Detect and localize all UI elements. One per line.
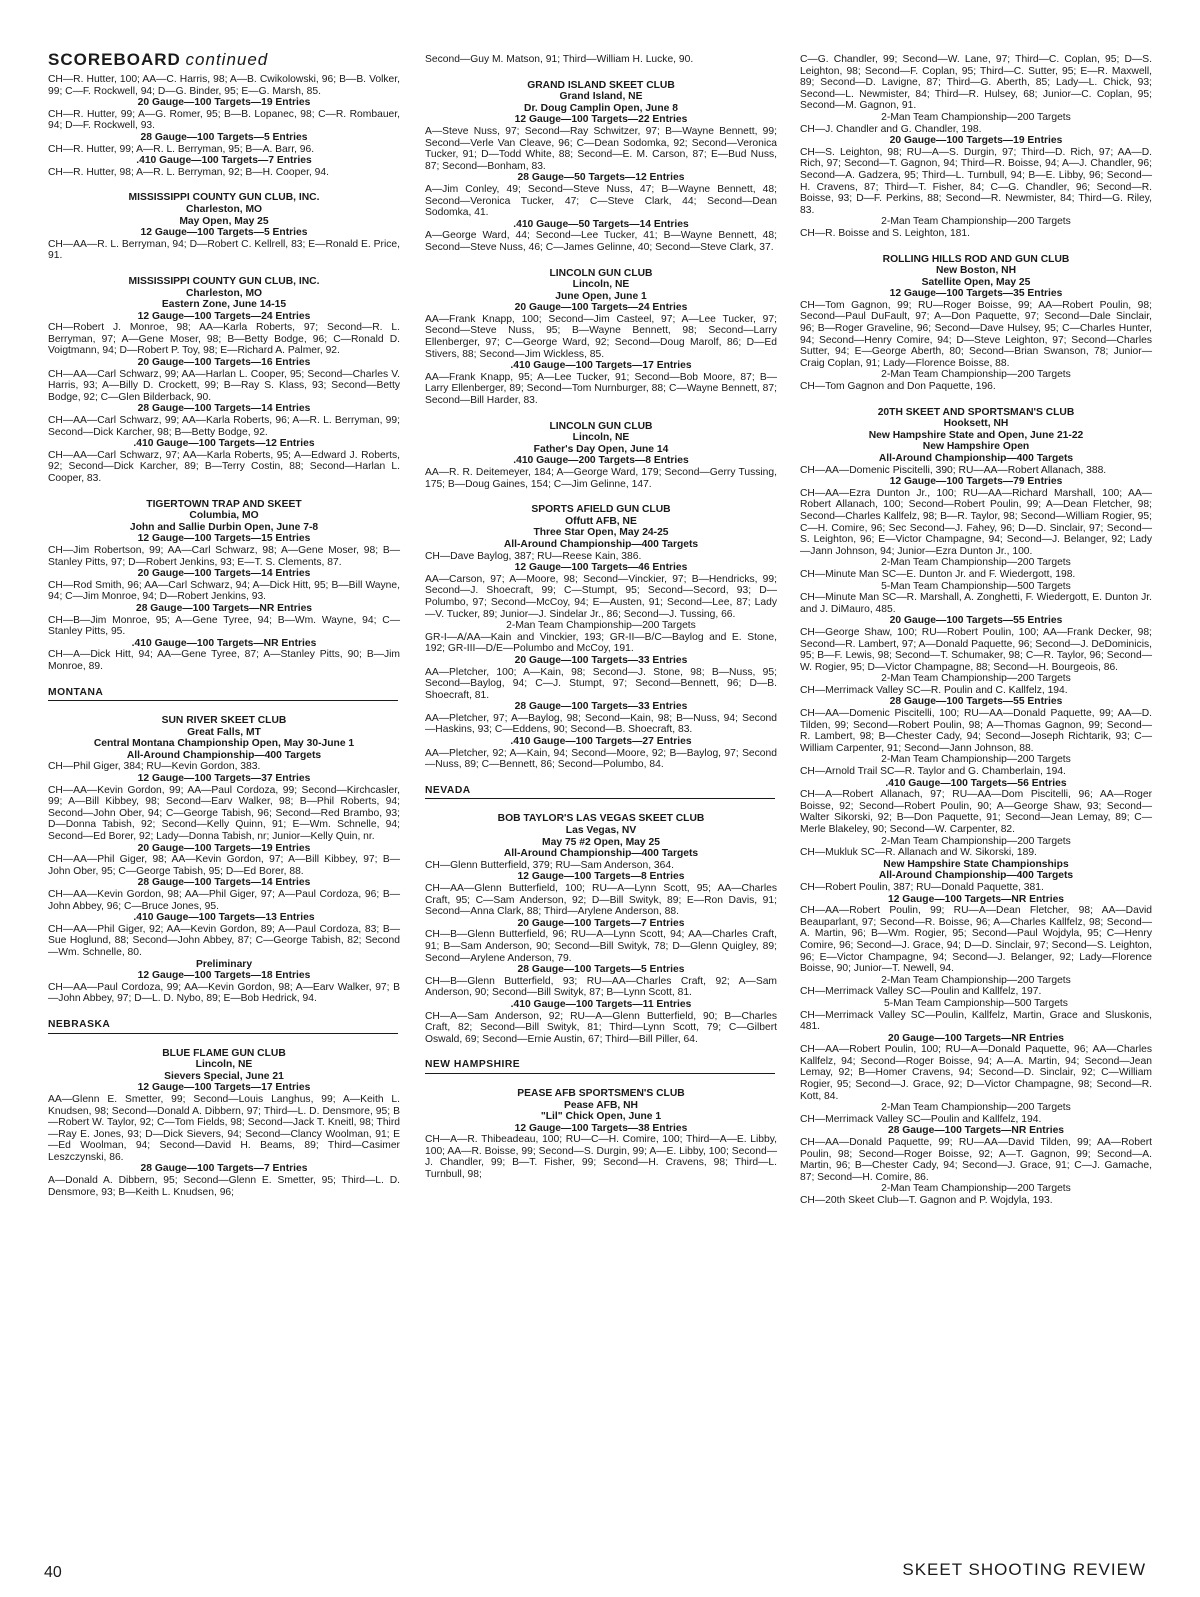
club-subheading: Father's Day Open, June 14 <box>533 443 669 455</box>
team-event-heading: 2-Man Team Championship—200 Targets <box>881 754 1071 766</box>
results-paragraph: CH—AA—Phil Giger, 98; AA—Kevin Gordon, 97; A—Bill Kibbey, 97; B—John Ober, 95; C—George Tabish, 95; D—Ed Borer, 88. <box>48 854 400 877</box>
club-subheading: "Lil" Chick Open, June 1 <box>540 1111 662 1123</box>
club-subheading: Lincoln, NE <box>572 279 630 291</box>
results-paragraph: CH—Phil Giger, 384; RU—Kevin Gordon, 383. <box>48 761 261 773</box>
results-paragraph: GR-I—A/AA—Kain and Vinckier, 193; GR-II—B/C—Baylog and E. Stone, 192; GR-III—D/E—Polumbo and McCoy, 191. <box>425 631 777 655</box>
results-paragraph: CH—AA—Carl Schwarz, 99; AA—Harlan L. Cooper, 95; Second—Charles V. Harris, 93; A—Billy D. Crockett, 99; B—Ray S. Klass, 93; Second—Betty Bodge, 92; C—Glen Bilderback, 90. <box>48 368 400 403</box>
team-event-heading: 5-Man Team Campionship—500 Targets <box>884 997 1068 1009</box>
club-subheading: June Open, June 1 <box>555 290 647 302</box>
section-title: SCOREBOARD <box>48 50 181 69</box>
results-paragraph: CH—20th Skeet Club—T. Gagnon and P. Wojdyla, 193. <box>800 1195 1053 1206</box>
team-event-heading: 2-Man Team Championship—200 Targets <box>881 369 1071 381</box>
results-paragraph: CH—George Shaw, 100; RU—Robert Poulin, 100; AA—Frank Decker, 98; Second—R. Lambert, 97; A—Donald Paquette, 96; Second—J. DeDominicis, 95; B—F. Lewis, 98; Second—T. Schumaker, 98; C—R. Taylor, 96; Second—W. Rogier, 95; D—Victor Champagne, 88; Second—H. Bourgeois, 86. <box>800 626 1152 673</box>
club-subheading: May Open, May 25 <box>179 215 269 227</box>
team-event-heading: 2-Man Team Championship—200 Targets <box>881 216 1071 228</box>
event-heading: 20 Gauge—100 Targets—14 Entries <box>137 568 311 580</box>
club-entry <box>48 499 400 673</box>
club-name: LINCOLN GUN CLUB <box>549 267 653 279</box>
results-paragraph: AA—Pletcher, 97; A—Baylog, 98; Second—Kain, 98; B—Nuss, 94; Second—Haskins, 93; C—Eddens, 90; Second—B. Shoecraft, 83. <box>425 712 777 736</box>
results-paragraph: CH—Glenn Butterfield, 379; RU—Sam Anderson, 364. <box>425 859 674 871</box>
results-paragraph: CH—B—Glenn Butterfield, 96; RU—A—Lynn Scott, 94; AA—Charles Craft, 91; B—Sam Anderson, 90; Second—Bill Swityk, 78; D—Glenn Quigley, 89; Second—Arylene Anderson, 79. <box>425 929 777 964</box>
event-heading: 28 Gauge—100 Targets—7 Entries <box>140 1163 308 1175</box>
results-paragraph: C—G. Chandler, 99; Second—W. Lane, 97; Third—C. Coplan, 95; D—S. Leighton, 98; Second—F. Coplan, 95; Third—C. Sutter, 95; E—R. Maxwell, 89; Second—D. Lavigne, 87; Third—G. Aberth, 85; Lady—L. Chick, 93; Second—L. Newmister, 84; Third—R. Hulsey, 68; Junior—C. Coplan, 95; Second—M. Gagnon, 91. <box>800 54 1152 112</box>
club-name: LINCOLN GUN CLUB <box>549 420 653 432</box>
column-3 <box>800 54 1152 1207</box>
results-paragraph: CH—AA—Kevin Gordon, 98; AA—Phil Giger, 97; A—Paul Cordoza, 96; B—John Abbey, 96; C—Bruce Jones, 95. <box>48 889 400 912</box>
results-paragraph: CH—AA—Donald Paquette, 99; RU—AA—David Tilden, 99; AA—Robert Poulin, 98; Second—Roger Boisse, 92; A—T. Gagnon, 99; Second—A. Martin, 96; B—Chester Cady, 94; Second—J. Grace, 91; C—J. Gamache, 87; Second—H. Comire, 86. <box>800 1137 1152 1183</box>
event-heading: 12 Gauge—100 Targets—37 Entries <box>137 773 311 785</box>
results-paragraph: AA—Frank Knapp, 95; A—Lee Tucker, 91; Second—Bob Moore, 87; B—Larry Ellenberger, 89; Second—Tom Nurnburger, 88; C—Wayne Bennett, 87; Second—Bill Harder, 83. <box>425 371 777 407</box>
results-paragraph: CH—A—Sam Anderson, 92; RU—A—Glenn Butterfield, 90; B—Charles Craft, 82; Second—Bill Swityk, 81; Third—Lynn Scott, 79; C—Gilbert Oswald, 69; Second—Ernie Austin, 67; Third—Bill Piller, 64. <box>425 1010 777 1045</box>
event-heading: All-Around Championship—400 Targets <box>878 453 1074 464</box>
event-heading: .410 Gauge—100 Targets—56 Entries <box>885 777 1067 789</box>
results-paragraph: CH—AA—Kevin Gordon, 99; AA—Paul Cordoza, 99; Second—Kirchcasler, 99; A—Bill Kibbey, 98; Second—Earv Walker, 98; B—Phil Roberts, 94; Second—John Ober, 94; C—George Tabish, 96; Second—Red Brambo, 93; D—Donna Tabish, 92; Second—Kelly Quinn, 91; E—Wm. Schnelle, 94; Second—Ed Borer, 92; Lady—Donna Tabish, nr; Junior—Kelly Quin, nr. <box>48 784 400 843</box>
results-paragraph: CH—Robert J. Monroe, 98; AA—Karla Roberts, 97; Second—R. L. Berryman, 97; A—Gene Moser, 98; B—Betty Bodge, 96; C—Ronald D. Voigtmann, 94; D—Robert P. Toy, 98; E—Richard A. Palmer, 92. <box>48 322 400 357</box>
club-subheading: Lincoln, NE <box>195 1059 253 1071</box>
club-subheading: Charleston, MO <box>185 287 263 299</box>
results-paragraph: CH—R. Boisse and S. Leighton, 181. <box>800 227 970 239</box>
results-paragraph: CH—AA—Ezra Dunton Jr., 100; RU—AA—Richard Marshall, 100; AA—Robert Allanach, 100; Second—Robert Poulin, 99; A—Dean Fletcher, 98; Second—Charles Kallfelz, 98; B—R. Taylor, 98; Second—William Rogier, 95; C—H. Comire, 96; Sec Second—J. Fahey, 96; D—D. Sinclair, 97; Second—S. Leighton, 96; E—Victor Champagne, 94; Second—J. Belanger, 92; Lady—Jann Johnson, 94; Junior—Ezra Dunton Jr., 100. <box>800 487 1152 557</box>
results-paragraph: AA—Pletcher, 92; A—Kain, 94; Second—Moore, 92; B—Baylog, 97; Second—Nuss, 89; C—Bennett, 86; Second—Polumbo, 84. <box>425 747 777 771</box>
club-subheading: Satellite Open, May 25 <box>921 276 1031 288</box>
results-paragraph: CH—R. Hutter, 99; A—R. L. Berryman, 95; B—A. Barr, 96. <box>48 143 315 155</box>
results-paragraph: A—Steve Nuss, 97; Second—Ray Schwitzer, 97; B—Wayne Bennett, 99; Second—Verle Van Cleave, 96; C—Dean Sodomka, 92; Second—Veronica Tucker, 91; D—Todd White, 88; Second—E. M. Carson, 87; E—Bud Nuss, 87; Second—Bonham, 83. <box>425 125 777 172</box>
results-paragraph: CH—AA—Robert Poulin, 99; RU—A—Dean Fletcher, 98; AA—David Beauparlant, 97; Second—R. Boisse, 96; A—Charles Kallfelz, 98; Second—A. Martin, 96; B—Wm. Rogier, 95; Second—Paul Wojdyla, 95; C—Henry Comire, 96; Second—J. Grace, 94; D—D. Sinclair, 97; Second—S. Leighton, 96; E—Victor Champagne, 94; Second—J. Belanger, 92; Lady—Florence Boisse, 90; Junior—T. Newell, 94. <box>800 905 1152 975</box>
club-name: BOB TAYLOR'S LAS VEGAS SKEET CLUB <box>497 813 705 825</box>
event-heading: 20 Gauge—100 Targets—19 Entries <box>137 842 311 854</box>
results-paragraph: CH—Minute Man SC—E. Dunton Jr. and F. Wiedergott, 198. <box>800 568 1076 580</box>
results-paragraph: AA—Glenn E. Smetter, 99; Second—Louis Langhus, 99; A—Keith L. Knudsen, 98; Second—Donald A. Dibbern, 97; Third—L. D. Densmore, 95; B—Robert W. Taylor, 92; C—Tom Fields, 98; Second—Jack T. Kneitl, 98; Third—Ray E. Jones, 93; D—Dick Sievers, 94; Second—Clancy Woolman, 91; E—Ed Woolman, 94; Second—David H. Beams, 89; Third—Casimer Leszczynski, 86. <box>48 1093 400 1163</box>
event-heading: 28 Gauge—100 Targets—14 Entries <box>137 877 311 889</box>
magazine-name: SKEET SHOOTING REVIEW <box>902 1560 1146 1579</box>
event-heading: 12 Gauge—100 Targets—22 Entries <box>514 114 688 126</box>
results-paragraph: CH—Arnold Trail SC—R. Taylor and G. Chamberlain, 194. <box>800 766 1066 778</box>
results-paragraph: CH—B—Jim Monroe, 95; A—Gene Tyree, 94; B—Wm. Wayne, 94; C—Stanley Pitts, 95. <box>48 614 400 638</box>
results-paragraph: CH—Tom Gagnon and Don Paquette, 196. <box>800 381 996 393</box>
page-header <box>48 50 268 70</box>
club-subheading: Pease AFB, NH <box>563 1099 638 1111</box>
event-heading: 20 Gauge—100 Targets—55 Entries <box>889 615 1063 627</box>
results-paragraph: CH—AA—Glenn Butterfield, 100; RU—A—Lynn Scott, 95; AA—Charles Craft, 95; C—Sam Anderson, 92; D—Bill Swityk, 89; E—Ron Davis, 91; Second—Anna Clark, 88; Third—Arylene Anderson, 88. <box>425 883 777 918</box>
event-heading: 28 Gauge—100 Targets—55 Entries <box>889 696 1063 708</box>
event-heading: 12 Gauge—100 Targets—8 Entries <box>517 871 685 883</box>
club-entry <box>425 813 777 1045</box>
results-paragraph: CH—AA—Robert Poulin, 100; RU—A—Donald Paquette, 96; AA—Charles Kallfelz, 94; Second—Roger Boisse, 94; A—A. Martin, 94; Second—Jean Lemay, 92; B—Homer Cravens, 94; Second—D. Sinclair, 92; C—William Rogier, 95; Second—J. Grace, 92; D—Victor Champagne, 98; Second—R. Kott, 84. <box>800 1044 1152 1102</box>
results-paragraph: CH—A—R. Thibeadeau, 100; RU—C—H. Comire, 100; Third—A—E. Libby, 100; AA—R. Boisse, 99; Second—S. Durgin, 99; A—E. Libby, 100; Second—J. Chandler, 99; B—T. Fisher, 99; Second—H. Cravens, 98; Third—L. Turnbull, 98; <box>425 1134 777 1181</box>
results-paragraph: CH—Jim Robertson, 99; AA—Carl Schwarz, 98; A—Gene Moser, 98; B—Stanley Pitts, 97; D—Robert Jenkins, 93; E—T. S. Clements, 87. <box>48 544 400 568</box>
results-paragraph: AA—Pletcher, 100; A—Kain, 98; Second—J. Stone, 98; B—Nuss, 95; Second—Baylog, 94; C—J. Stumpt, 97; Second—Bennett, 96; D—B. Shoecraft, 81. <box>425 666 777 701</box>
results-paragraph: CH—R. Hutter, 100; AA—C. Harris, 98; A—B. Cwikolowski, 96; B—B. Volker, 99; C—F. Rockwell, 94; D—G. Binder, 95; E—G. Marsh, 85. <box>48 74 400 97</box>
club-subheading: Central Montana Championship Open, May 30-June 1 <box>93 738 355 750</box>
club-subheading: New Hampshire State and Open, June 21-22 <box>868 429 1084 441</box>
event-heading: 28 Gauge—100 Targets—33 Entries <box>514 701 688 713</box>
event-heading: .410 Gauge—100 Targets—17 Entries <box>510 360 692 372</box>
club-name: MISSISSIPPI COUNTY GUN CLUB, INC. <box>128 192 320 204</box>
event-heading: .410 Gauge—100 Targets—11 Entries <box>510 998 692 1010</box>
state-heading: MONTANA <box>48 687 398 702</box>
event-heading: .410 Gauge—100 Targets—13 Entries <box>133 912 315 924</box>
event-heading: 12 Gauge—100 Targets—38 Entries <box>514 1122 688 1134</box>
results-paragraph: CH—A—Dick Hitt, 94; AA—Gene Tyree, 87; A—Stanley Pitts, 90; B—Jim Monroe, 89. <box>48 649 400 672</box>
club-subheading: Great Falls, MT <box>187 726 261 738</box>
club-subheading: John and Sallie Durbin Open, June 7-8 <box>129 521 319 533</box>
event-heading: All-Around Championship—400 Targets <box>126 749 322 761</box>
club-entry <box>425 1088 777 1181</box>
results-paragraph: CH—R. Hutter, 98; A—R. L. Berryman, 92; B—H. Cooper, 94. <box>48 166 329 178</box>
results-paragraph: A—Jim Conley, 49; Second—Steve Nuss, 47; B—Wayne Bennett, 48; Second—Veronica Tucker, 47; C—Steve Clark, 44; Second—Dean Sodomka, 41. <box>425 183 777 219</box>
results-paragraph: CH—Mukluk SC—R. Allanach and W. Sikorski, 189. <box>800 847 1037 859</box>
team-event-heading: 2-Man Team Championship—200 Targets <box>881 1102 1071 1114</box>
event-heading: 12 Gauge—100 Targets—18 Entries <box>137 970 311 982</box>
event-heading: All-Around Championship—400 Targets <box>878 870 1074 882</box>
results-paragraph: CH—AA—Carl Schwarz, 97; AA—Karla Roberts, 95; A—Edward J. Roberts, 92; Second—Dick Karcher, 89; B—Terry Costin, 88; Second—Harlan L. Cooper, 83. <box>48 449 400 484</box>
event-heading: 28 Gauge—100 Targets—NR Entries <box>887 1125 1065 1137</box>
results-paragraph: CH—Tom Gagnon, 99; RU—Roger Boisse, 99; AA—Robert Poulin, 98; Second—Paul DuFault, 97; A—Don Paquette, 97; Second—Dale Sinclair, 96; B—Roger Graveline, 96; Second—Dave Hulsey, 95; C—Charles Hunter, 94; Second—Henry Comire, 94; D—Steve Leighton, 97; Second—Charles Sutter, 94; E—George Aberth, 80; Second—Brian Swanson, 78; Junior—Craig Coplan, 91; Lady—Florence Boisse, 88. <box>800 299 1152 369</box>
team-event-heading: 5-Man Team Championship—500 Targets <box>881 580 1071 592</box>
page-number: 40 <box>44 1564 62 1581</box>
event-heading: All-Around Championship—400 Targets <box>503 538 699 550</box>
team-event-heading: 2-Man Team Championship—200 Targets <box>881 673 1071 685</box>
club-subheading: Sievers Special, June 21 <box>164 1070 284 1082</box>
club-subheading: New Hampshire Open <box>922 441 1030 453</box>
results-paragraph: CH—AA—Domenic Piscitelli, 390; RU—AA—Robert Allanach, 388. <box>800 464 1107 476</box>
club-subheading: Dr. Doug Camplin Open, June 8 <box>524 102 678 114</box>
results-paragraph: A—George Ward, 44; Second—Lee Tucker, 41; B—Wayne Bennett, 48; Second—Steve Nuss, 46; C—James Gelinne, 40; Second—Steve Clark, 37. <box>425 230 777 253</box>
team-event-heading: 2-Man Team Championship—200 Targets <box>881 557 1071 569</box>
state-heading: NEBRASKA <box>48 1019 398 1034</box>
event-heading: .410 Gauge—200 Targets—8 Entries <box>513 455 689 467</box>
club-name: BLUE FLAME GUN CLUB <box>162 1047 286 1059</box>
club-entry <box>425 80 777 254</box>
results-paragraph: CH—J. Chandler and G. Chandler, 198. <box>800 123 982 135</box>
event-heading: 20 Gauge—100 Targets—33 Entries <box>514 654 688 666</box>
club-entry <box>800 254 1152 393</box>
results-paragraph: CH—Merrimack Valley SC—R. Poulin and C. Kallfelz, 194. <box>800 684 1068 696</box>
club-entry <box>48 715 400 1005</box>
results-paragraph: CH—Merrimack Valley SC—Poulin and Kallfelz, 197. <box>800 986 1042 998</box>
club-entry <box>425 268 777 407</box>
results-paragraph: CH—S. Leighton, 98; RU—A—S. Durgin, 97; Third—D. Rich, 97; AA—D. Rich, 97; Second—T. Gagnon, 94; Third—R. Boisse, 94; A—J. Chandler, 96; Second—A. Gadzera, 95; Third—L. Turnbull, 94; B—E. Libby, 96; Second—H. Cravens, 87; Third—T. Fisher, 84; C—G. Chandler, 96; Second—R. Boisse, 93; D—F. Perkins, 88; Second—R. Newmister, 84; Third—G. Riley, 83. <box>800 146 1152 216</box>
club-subheading: Lincoln, NE <box>572 432 630 444</box>
club-name: MISSISSIPPI COUNTY GUN CLUB, INC. <box>128 275 320 287</box>
club-entry <box>800 407 1152 1207</box>
event-heading: 12 Gauge—100 Targets—15 Entries <box>137 533 311 545</box>
state-heading: NEVADA <box>425 785 775 800</box>
event-heading: .410 Gauge—100 Targets—27 Entries <box>510 736 692 748</box>
event-heading: Preliminary <box>195 958 253 970</box>
club-name: ROLLING HILLS ROD AND GUN CLUB <box>882 253 1070 265</box>
event-heading: 20 Gauge—100 Targets—NR Entries <box>887 1032 1065 1044</box>
club-entry <box>425 504 777 771</box>
club-entry <box>48 1048 400 1199</box>
results-paragraph: CH—AA—Carl Schwarz, 99; AA—Karla Roberts, 96; A—R. L. Berryman, 99; Second—Dick Karcher, 98; B—Betty Bodge, 92. <box>48 415 400 438</box>
event-heading: .410 Gauge—100 Targets—12 Entries <box>133 438 315 450</box>
event-heading: All-Around Championship—400 Targets <box>503 848 699 860</box>
results-paragraph: CH—AA—R. L. Berryman, 94; D—Robert C. Kellrell, 83; E—Ronald E. Price, 91. <box>48 238 400 262</box>
results-paragraph: CH—Merrimack Valley SC—Poulin, Kallfelz, Martin, Grace and Sluskonis, 481. <box>800 1009 1152 1033</box>
event-heading: 20 Gauge—100 Targets—7 Entries <box>517 917 685 929</box>
column-2 <box>425 54 777 1181</box>
event-heading: New Hampshire State Championships <box>883 858 1069 870</box>
club-name: 20TH SKEET AND SPORTSMAN'S CLUB <box>877 406 1075 418</box>
event-heading: 20 Gauge—100 Targets—19 Entries <box>889 135 1063 147</box>
event-heading: 20 Gauge—100 Targets—24 Entries <box>514 302 688 314</box>
club-subheading: Las Vegas, NV <box>565 825 637 837</box>
club-name: SUN RIVER SKEET CLUB <box>161 715 287 727</box>
club-subheading: Offutt AFB, NE <box>565 515 637 527</box>
event-heading: 12 Gauge—100 Targets—79 Entries <box>889 476 1063 488</box>
event-heading: 28 Gauge—100 Targets—5 Entries <box>140 131 308 143</box>
event-heading: .410 Gauge—50 Targets—14 Entries <box>513 218 689 230</box>
results-paragraph: CH—Dave Baylog, 387; RU—Reese Kain, 386. <box>425 550 642 562</box>
results-paragraph: CH—B—Glenn Butterfield, 93; RU—AA—Charles Craft, 92; A—Sam Anderson, 90; Second—Bill Swityk, 87; B—Lynn Scott, 81. <box>425 975 777 999</box>
team-event-heading: 2-Man Team Championship—200 Targets <box>881 835 1071 847</box>
club-subheading: Columbia, MO <box>189 510 259 522</box>
results-paragraph: A—Donald A. Dibbern, 95; Second—Glenn E. Smetter, 95; Third—L. D. Densmore, 93; B—Keith L. Knudsen, 96; <box>48 1175 400 1198</box>
results-paragraph: CH—Merrimack Valley SC—Poulin and Kallfelz, 194. <box>800 1113 1042 1125</box>
results-paragraph: CH—R. Hutter, 99; A—G. Romer, 95; B—B. Lopanec, 98; C—R. Rombauer, 94; D—F. Rockwell, 93. <box>48 108 400 132</box>
results-paragraph: CH—AA—Paul Cordoza, 99; AA—Kevin Gordon, 98; A—Earv Walker, 97; B—John Abbey, 97; D—L. D. Nybo, 89; E—Bob Hedrick, 94. <box>48 981 400 1005</box>
event-heading: 28 Gauge—100 Targets—14 Entries <box>137 403 311 415</box>
club-subheading: Hooksett, NH <box>943 418 1009 430</box>
event-heading: 12 Gauge—100 Targets—46 Entries <box>514 562 688 574</box>
results-paragraph: CH—Robert Poulin, 387; RU—Donald Paquette, 381. <box>800 881 1044 893</box>
results-paragraph: Second—Guy M. Matson, 91; Third—William H. Lucke, 90. <box>425 54 694 65</box>
club-name: PEASE AFB SPORTSMEN'S CLUB <box>517 1087 685 1099</box>
column-1 <box>48 74 400 1198</box>
club-subheading: Three Star Open, May 24-25 <box>533 527 669 539</box>
results-paragraph: CH—AA—Domenic Piscitelli, 100; RU—AA—Donald Paquette, 99; AA—D. Tilden, 99; Second—Robert Poulin, 98; A—Thomas Gagnon, 99; Second—R. Lambert, 98; B—Chester Cady, 94; Second—Joseph Richtarik, 93; C—William Carpenter, 91; Second—Jann Johnson, 88. <box>800 708 1152 754</box>
club-entry <box>48 192 400 262</box>
event-heading: 12 Gauge—100 Targets—NR Entries <box>887 893 1065 905</box>
event-heading: 20 Gauge—100 Targets—19 Entries <box>137 97 311 109</box>
event-heading: .410 Gauge—100 Targets—7 Entries <box>136 155 312 167</box>
club-subheading: New Boston, NH <box>935 265 1017 277</box>
event-heading: 28 Gauge—50 Targets—12 Entries <box>517 172 685 184</box>
event-heading: 28 Gauge—100 Targets—5 Entries <box>517 964 685 976</box>
results-paragraph: AA—Frank Knapp, 100; Second—Jim Casteel, 97; A—Lee Tucker, 97; Second—Steve Nuss, 95; B—Wayne Bennett, 98; Second—Larry Ellenberger, 97; C—George Ward, 92; Second—Doug Marolf, 86; D—Ed Stivers, 88; Second—Jim Wickless, 85. <box>425 313 777 360</box>
event-heading: .410 Gauge—100 Targets—NR Entries <box>131 637 317 649</box>
results-paragraph: CH—AA—Phil Giger, 92; AA—Kevin Gordon, 89; A—Paul Cordoza, 83; B—Sue Hoglund, 88; Second—John Abbey, 87; C—George Tabish, 82; Second—Wm. Schnelle, 80. <box>48 923 400 958</box>
team-event-heading: 2-Man Team Championship—200 Targets <box>881 111 1071 123</box>
event-heading: 20 Gauge—100 Targets—16 Entries <box>137 357 311 369</box>
results-paragraph: CH—A—Robert Allanach, 97; RU—AA—Dom Piscitelli, 96; AA—Roger Boisse, 92; Second—Robert Poulin, 90; A—George Shaw, 93; Second—Walter Sikorski, 92; B—Don Paquette, 91; Second—Jean Lemay, 89; C—Merle Blakeley, 90; Second—W. Carpenter, 82. <box>800 789 1152 835</box>
team-event-heading: 2-Man Team Championship—200 Targets <box>506 620 696 632</box>
results-paragraph: CH—Minute Man SC—R. Marshall, A. Zonghetti, F. Wiedergott, E. Dunton Jr. and J. DiMauro, 485. <box>800 592 1152 615</box>
event-heading: 12 Gauge—100 Targets—35 Entries <box>889 288 1063 300</box>
club-subheading: Grand Island, NE <box>559 91 643 103</box>
event-heading: 12 Gauge—100 Targets—17 Entries <box>137 1082 311 1094</box>
club-subheading: Eastern Zone, June 14-15 <box>161 299 287 311</box>
event-heading: 12 Gauge—100 Targets—24 Entries <box>137 310 311 322</box>
results-paragraph: CH—Rod Smith, 96; AA—Carl Schwarz, 94; A—Dick Hitt, 95; B—Bill Wayne, 94; C—Jim Monroe, 94; D—Robert Jenkins, 93. <box>48 579 400 603</box>
section-subtitle: continued <box>185 50 269 69</box>
club-subheading: Charleston, MO <box>185 203 263 215</box>
event-heading: 28 Gauge—100 Targets—NR Entries <box>135 602 313 614</box>
club-subheading: May 75 #2 Open, May 25 <box>542 836 660 848</box>
club-name: GRAND ISLAND SKEET CLUB <box>527 79 675 91</box>
team-event-heading: 2-Man Team Championship—200 Targets <box>881 1183 1071 1195</box>
team-event-heading: 2-Man Team Championship—200 Targets <box>881 974 1071 986</box>
results-paragraph: AA—R. R. Deitemeyer, 184; A—George Ward, 179; Second—Gerry Tussing, 175; B—Doug Gaines, 154; C—Jim Gelinne, 147. <box>425 467 777 490</box>
event-heading: 12 Gauge—100 Targets—5 Entries <box>140 227 308 239</box>
club-name: SPORTS AFIELD GUN CLUB <box>531 504 671 516</box>
results-paragraph: AA—Carson, 97; A—Moore, 98; Second—Vinckier, 97; B—Hendricks, 99; Second—J. Shoecraft, 99; C—Stumpt, 95; Second—Secord, 93; D—Polumbo, 97; Second—McCoy, 94; E—Austen, 91; Second—Lee, 87; Lady—V. Tucker, 89; Junior—J. Sindelar Jr., 86; Second—J. Tussing, 66. <box>425 573 777 620</box>
club-name: TIGERTOWN TRAP AND SKEET <box>146 498 302 510</box>
club-entry <box>425 421 777 491</box>
state-heading: NEW HAMPSHIRE <box>425 1059 775 1074</box>
club-entry <box>48 276 400 485</box>
